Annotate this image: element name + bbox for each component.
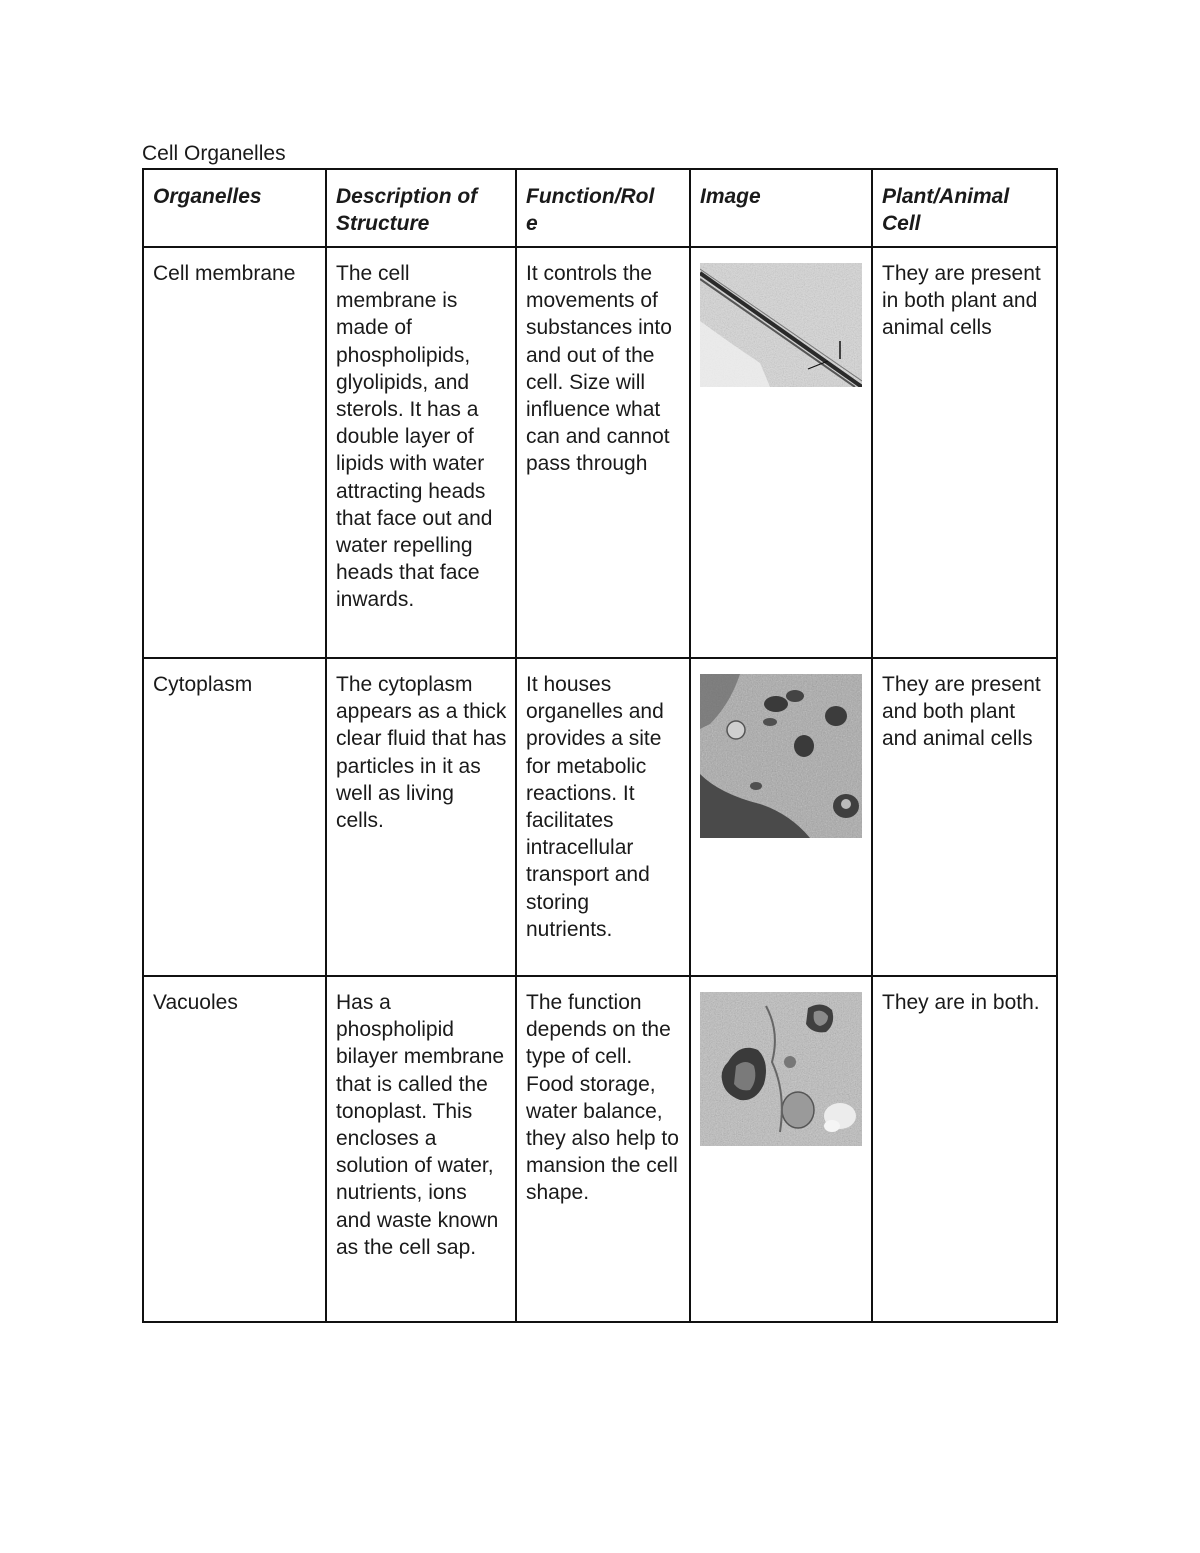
structure-description: Has a phospholipid bilayer membrane that is called the tonoplast. This encloses a solution of water, nutrients, ions and waste known as the cell sap. bbox=[326, 976, 516, 1322]
table-row bbox=[143, 247, 1057, 658]
structure-description: The cytoplasm appears as a thick clear fluid that has particles in it as well as living cells. bbox=[326, 658, 516, 976]
table-header-row bbox=[143, 169, 1057, 247]
function-description: The function depends on the type of cell. Food storage, water balance, they also help to mansion the cell shape. bbox=[516, 976, 690, 1322]
cell-membrane-micrograph bbox=[700, 263, 862, 387]
image-cell bbox=[690, 247, 872, 658]
cytoplasm-micrograph bbox=[700, 674, 862, 838]
structure-description: The cell membrane is made of phospholipids, glyolipids, and sterols. It has a double layer of lipids with water attracting heads that face out and water repelling heads that face inwards. bbox=[326, 247, 516, 658]
table-row bbox=[143, 658, 1057, 976]
plant-animal-cell: They are present in both plant and animal cells bbox=[872, 247, 1057, 658]
table-row bbox=[143, 976, 1057, 1322]
plant-animal-cell: They are present and both plant and animal cells bbox=[872, 658, 1057, 976]
header-image: Image bbox=[690, 169, 872, 247]
image-cell bbox=[690, 976, 872, 1322]
plant-animal-cell: They are in both. bbox=[872, 976, 1057, 1322]
page-title: Cell Organelles bbox=[142, 142, 286, 165]
header-description: Description of Structure bbox=[326, 169, 516, 247]
header-organelles: Organelles bbox=[143, 169, 326, 247]
organelle-name: Cytoplasm bbox=[143, 658, 326, 976]
function-description: It controls the movements of substances into and out of the cell. Size will influence what can and cannot pass through bbox=[516, 247, 690, 658]
organelles-table bbox=[142, 168, 1058, 1323]
organelle-name: Cell membrane bbox=[143, 247, 326, 658]
header-cell-type: Plant/Animal Cell bbox=[872, 169, 1057, 247]
header-function: Function/Rol e bbox=[516, 169, 690, 247]
organelle-name: Vacuoles bbox=[143, 976, 326, 1322]
image-cell bbox=[690, 658, 872, 976]
function-description: It houses organelles and provides a site for metabolic reactions. It facilitates intracellular transport and storing nutrients. bbox=[516, 658, 690, 976]
vacuoles-micrograph bbox=[700, 992, 862, 1146]
